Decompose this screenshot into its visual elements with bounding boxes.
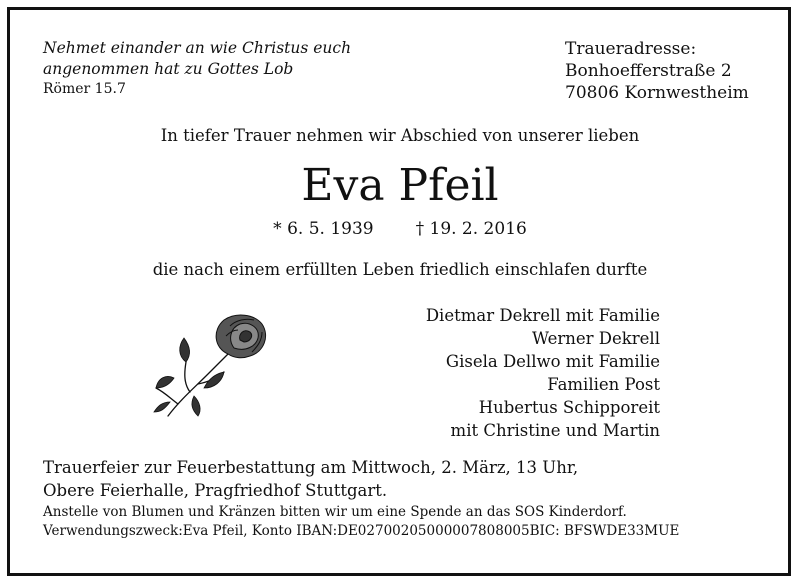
service-line-2: Obere Feierhalle, Pragfriedhof Stuttgart. <box>43 481 388 500</box>
mourner-item: Familien Post <box>547 375 660 394</box>
donation-line-1: Anstelle von Blumen und Kränzen bitten wir um eine Spende an das SOS Kinderdorf. <box>43 504 627 520</box>
mourners-list <box>426 304 660 442</box>
mourner-item: Dietmar Dekrell mit Familie <box>425 306 660 325</box>
mourner-item: Hubertus Schipporeit <box>478 398 660 417</box>
service-line-1: Trauerfeier zur Feuerbestattung am Mittwoch, 2. März, 13 Uhr, <box>43 458 579 477</box>
mourner-item: Gisela Dellwo mit Familie <box>445 352 660 371</box>
funeral-service-info <box>43 456 578 502</box>
verse-line-1: Nehmet einander an wie Christus euch <box>43 39 352 57</box>
death-date: † 19. 2. 2016 <box>415 219 527 239</box>
verse-reference: Römer 15.7 <box>43 81 126 97</box>
address-label: Traueradresse: <box>565 39 697 59</box>
life-dates <box>0 219 800 239</box>
mourner-item: mit Christine und Martin <box>450 421 660 440</box>
bible-verse <box>43 38 351 80</box>
donation-line-2: Verwendungszweck:Eva Pfeil, Konto IBAN:DE02700205000007808005BIC: BFSWDE33MUE <box>43 523 680 539</box>
address-street: Bonhoefferstraße 2 <box>565 61 732 81</box>
deceased-name: Eva Pfeil <box>301 160 499 211</box>
rose-icon <box>150 312 270 422</box>
verse-line-2: angenommen hat zu Gottes Lob <box>43 60 294 78</box>
birth-date: * 6. 5. 1939 <box>273 219 374 239</box>
mourning-address <box>565 38 749 104</box>
intro-text: In tiefer Trauer nehmen wir Abschied von unserer lieben <box>160 126 640 145</box>
closing-phrase: die nach einem erfüllten Leben friedlich einschlafen durfte <box>152 260 648 279</box>
mourner-item: Werner Dekrell <box>532 329 660 348</box>
donation-info <box>43 503 679 541</box>
address-city: 70806 Kornwestheim <box>565 83 749 103</box>
